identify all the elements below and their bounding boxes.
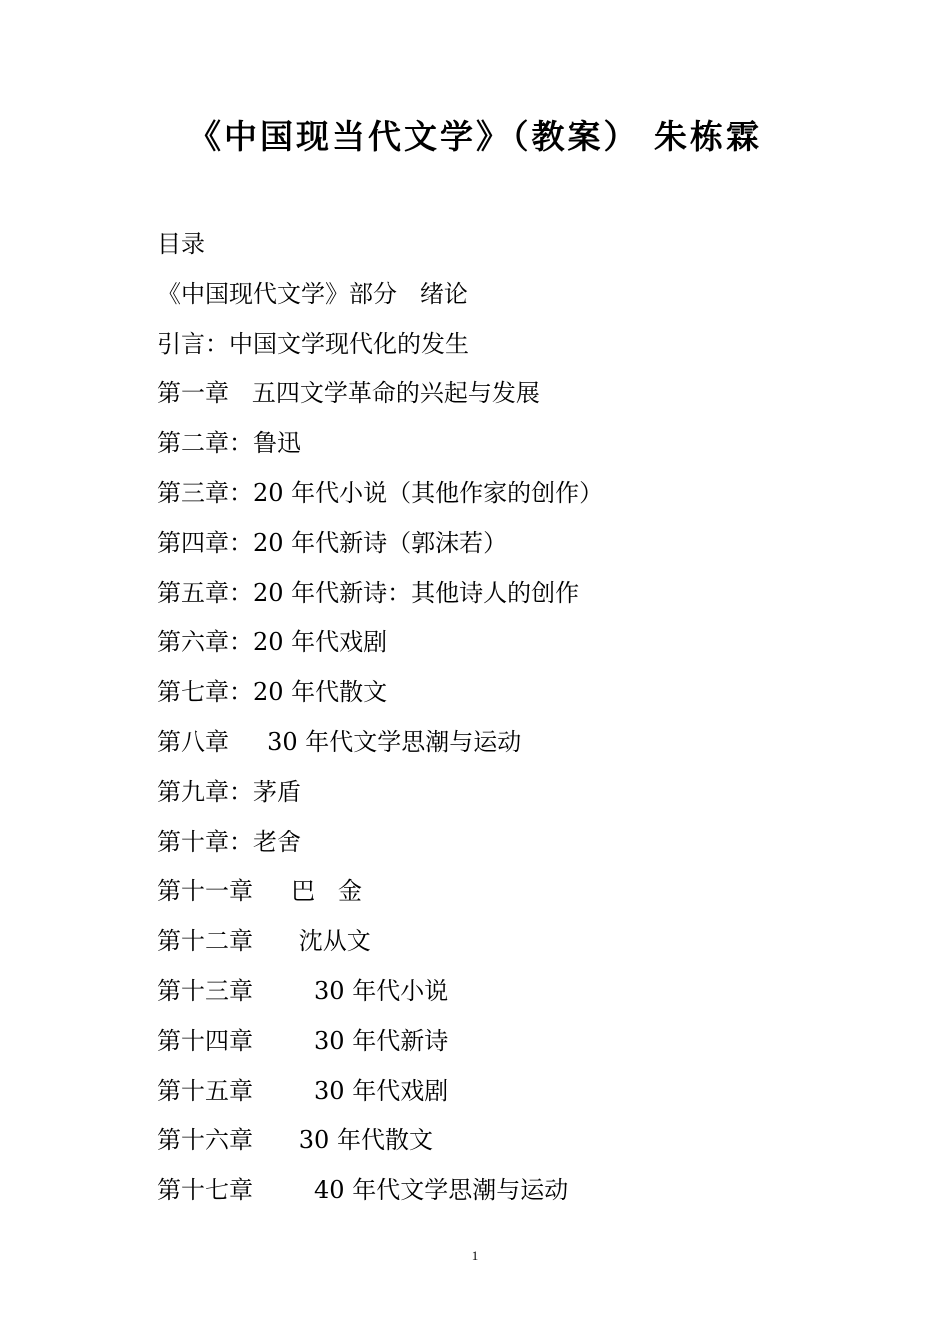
toc-item: 第十四章 30 年代新诗 [157, 1026, 449, 1055]
table-of-contents [157, 220, 877, 1216]
toc-item: 第二章：鲁迅 [157, 429, 301, 458]
toc-item: 第十六章 30 年代散文 [157, 1126, 433, 1155]
toc-item: 第九章：茅盾 [157, 777, 301, 806]
toc-item: 第十一章 巴 金 [157, 877, 363, 906]
toc-item: 第八章 30 年代文学思潮与运动 [157, 727, 522, 756]
toc-item: 第六章：20 年代戏剧 [157, 628, 388, 657]
toc-item: 第三章：20 年代小说（其他作家的创作） [157, 478, 604, 507]
toc-item: 《中国现代文学》部分 绪论 [157, 279, 468, 308]
toc-item: 第十章：老舍 [157, 827, 301, 856]
toc-list [157, 270, 877, 1216]
page-title: 《中国现当代文学》（教案） 朱栋霖 [188, 117, 762, 156]
toc-item: 第四章：20 年代新诗（郭沫若） [157, 528, 508, 557]
toc-item: 第五章：20 年代新诗：其他诗人的创作 [157, 578, 580, 607]
toc-item: 第七章：20 年代散文 [157, 678, 388, 707]
toc-item: 第十五章 30 年代戏剧 [157, 1076, 449, 1105]
toc-item: 第十三章 30 年代小说 [157, 976, 449, 1005]
page-number: 1 [471, 1248, 479, 1263]
toc-item: 第十二章 沈从文 [157, 927, 371, 956]
toc-item: 引言：中国文学现代化的发生 [157, 329, 469, 358]
toc-item: 第一章 五四文学革命的兴起与发展 [157, 379, 540, 408]
toc-item: 第十七章 40 年代文学思潮与运动 [157, 1176, 569, 1205]
toc-heading: 目录 [157, 230, 205, 258]
